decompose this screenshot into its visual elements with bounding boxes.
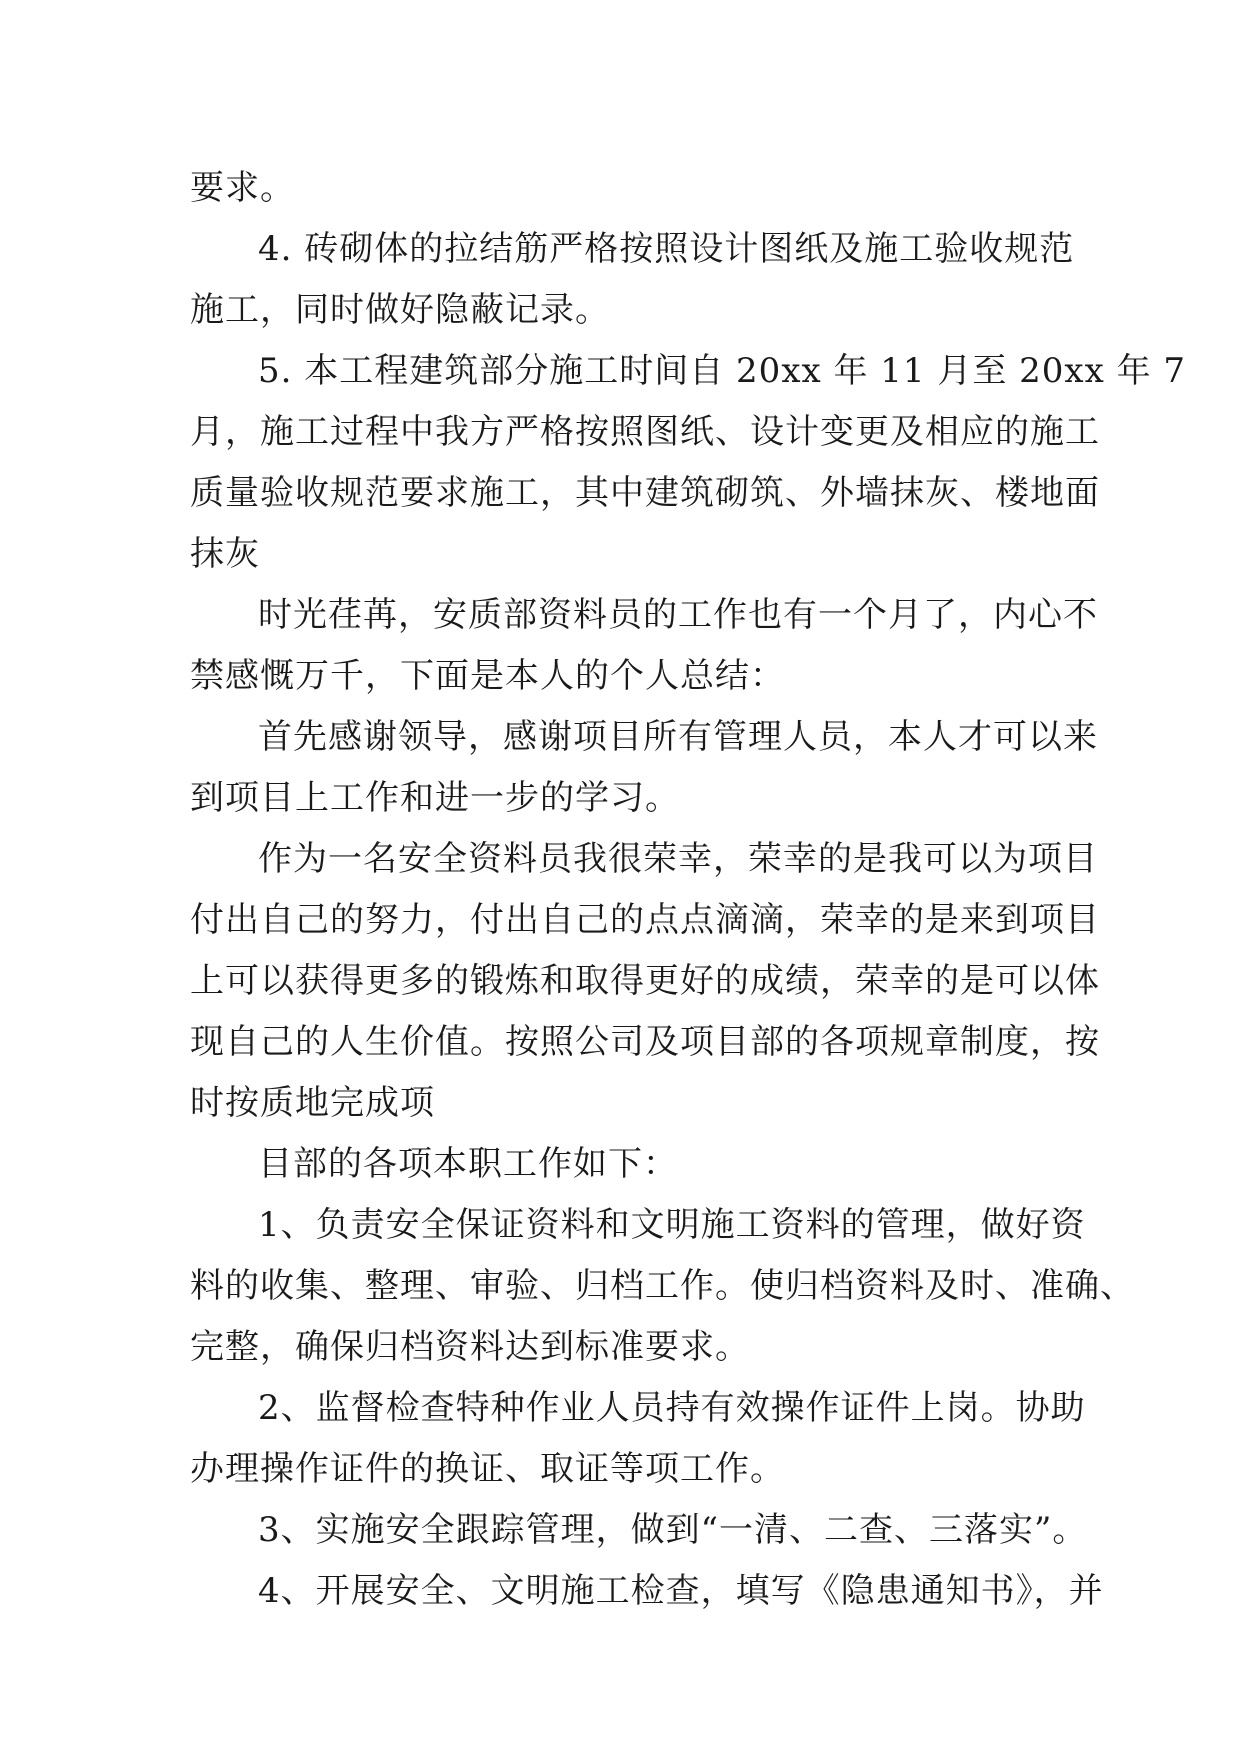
text-line: 首先感谢领导，感谢项目所有管理人员，本人才可以来 bbox=[258, 717, 1098, 757]
text-line: 施工，同时做好隐蔽记录。 bbox=[190, 290, 610, 330]
text-line: 5. 本工程建筑部分施工时间自 20xx 年 11 月至 20xx 年 7 bbox=[258, 351, 1187, 391]
text-line: 料的收集、整理、审验、归档工作。使归档资料及时、准确、 bbox=[190, 1266, 1135, 1306]
text-line: 付出自己的努力，付出自己的点点滴滴，荣幸的是来到项目 bbox=[190, 900, 1100, 940]
text-line: 4. 砖砌体的拉结筋严格按照设计图纸及施工验收规范 bbox=[258, 229, 1075, 269]
text-line: 完整，确保归档资料达到标准要求。 bbox=[190, 1327, 750, 1367]
text-line: 质量验收规范要求施工，其中建筑砌筑、外墙抹灰、楼地面 bbox=[190, 473, 1100, 513]
text-line: 禁感慨万千，下面是本人的个人总结： bbox=[190, 656, 785, 696]
text-line: 4、开展安全、文明施工检查，填写《隐患通知书》，并 bbox=[258, 1571, 1104, 1611]
text-line: 作为一名安全资料员我很荣幸，荣幸的是我可以为项目 bbox=[258, 839, 1098, 879]
text-line: 3、实施安全跟踪管理，做到“一清、二查、三落实”。 bbox=[258, 1510, 1088, 1550]
text-line: 办理操作证件的换证、取证等项工作。 bbox=[190, 1449, 785, 1489]
text-line: 时按质地完成项 bbox=[190, 1083, 435, 1123]
text-line: 要求。 bbox=[190, 168, 295, 208]
text-line: 现自己的人生价值。按照公司及项目部的各项规章制度，按 bbox=[190, 1022, 1100, 1062]
text-line: 上可以获得更多的锻炼和取得更好的成绩，荣幸的是可以体 bbox=[190, 961, 1100, 1001]
text-line: 到项目上工作和进一步的学习。 bbox=[190, 778, 680, 818]
text-line: 2、监督检查特种作业人员持有效操作证件上岗。协助 bbox=[258, 1388, 1086, 1428]
text-line: 抹灰 bbox=[190, 534, 260, 574]
text-line: 目部的各项本职工作如下： bbox=[258, 1144, 678, 1184]
text-line: 1、负责安全保证资料和文明施工资料的管理，做好资 bbox=[258, 1205, 1086, 1245]
text-line: 时光荏苒，安质部资料员的工作也有一个月了，内心不 bbox=[258, 595, 1098, 635]
text-line: 月，施工过程中我方严格按照图纸、设计变更及相应的施工 bbox=[190, 412, 1100, 452]
